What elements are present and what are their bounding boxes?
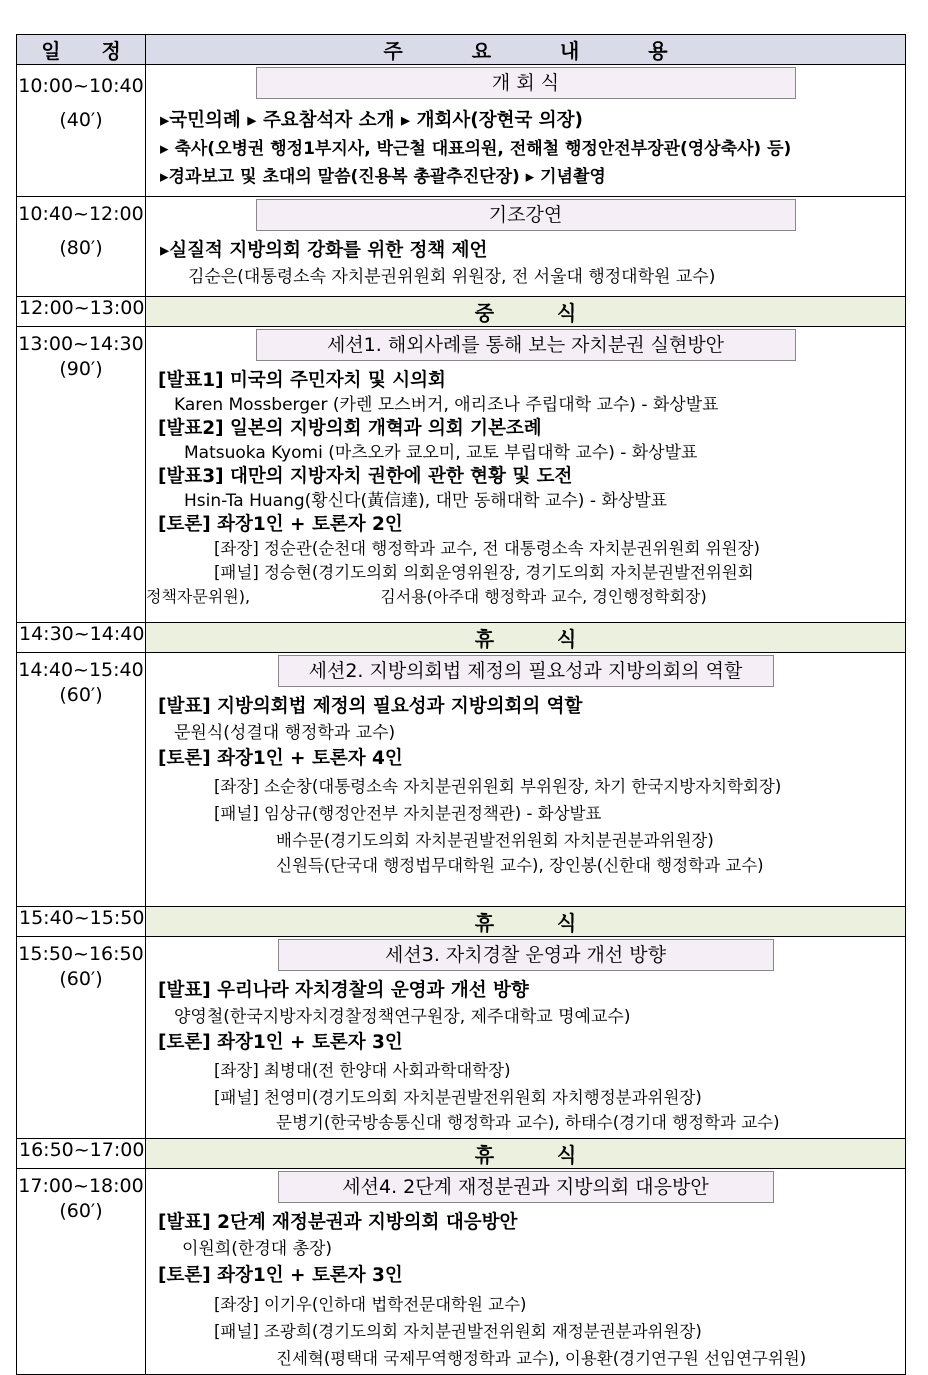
- content-line: [발표] 우리나라 자치경찰의 운영과 개선 방향: [158, 980, 529, 1001]
- time-range: 14:40~15:40: [18, 659, 144, 681]
- content-line: Matsuoka Kyomi (마츠오카 쿄오미, 교토 부립대학 교수) - 화상발표: [184, 443, 698, 463]
- content-line: [토론] 좌장1인 + 토론자 2인: [158, 514, 403, 535]
- content-line: Hsin-Ta Huang(황신다(黃信達), 대만 동해대학 교수) - 화상발표: [184, 491, 668, 511]
- schedule-row-lunch: [17, 297, 906, 327]
- content-line: [패널] 정승현(경기도의회 의회운영위원장, 경기도의회 자치분권발전위원회: [214, 563, 754, 582]
- content-line: Karen Mossberger (카렌 모스버거, 애리조나 주립대학 교수) - 화상발표: [174, 395, 719, 415]
- time-cell: 12:00~13:00: [17, 297, 146, 327]
- time-cell: 16:50~17:00: [17, 1139, 146, 1169]
- content-line: [패널] 조광희(경기도의회 자치분권발전위원회 재정분권분과위원장): [214, 1322, 702, 1341]
- schedule-row-break1: [17, 623, 906, 653]
- schedule-row-session4: [17, 1169, 906, 1375]
- time-range: 13:00~14:30: [18, 333, 144, 355]
- time-cell: 15:40~15:50: [17, 907, 146, 937]
- content-cell: [146, 653, 906, 907]
- time-range: 10:40~12:00: [18, 203, 144, 225]
- content-line: ▸실질적 지방의회 강화를 위한 정책 제언: [160, 240, 488, 261]
- section-title: 기조강연: [256, 199, 796, 231]
- section-title: 세션3. 자치경찰 운영과 개선 방향: [278, 939, 774, 971]
- content-cell: [146, 1169, 906, 1375]
- time-cell: [17, 1169, 146, 1375]
- break-label: 휴 식: [146, 907, 906, 937]
- break-label: 중 식: [146, 297, 906, 327]
- duration: (80′): [59, 237, 103, 259]
- header-row: [17, 35, 906, 65]
- content-line: 김순은(대통령소속 자치분권위원회 위원장, 전 서울대 행정대학원 교수): [188, 267, 716, 287]
- content-line: 문원식(성결대 행정학과 교수): [174, 723, 396, 743]
- time-range: 15:50~16:50: [18, 943, 144, 965]
- content-cell: [146, 327, 906, 623]
- time-cell: [17, 197, 146, 297]
- content-line: 김서용(아주대 행정학과 교수, 경인행정학회장): [380, 587, 707, 606]
- content-line: [발표1] 미국의 주민자치 및 시의회: [158, 370, 446, 391]
- section-title: 세션2. 지방의회법 제정의 필요성과 지방의회의 역할: [278, 655, 774, 687]
- schedule-row-session1: [17, 327, 906, 623]
- break-label: 휴 식: [146, 1139, 906, 1169]
- content-line: ▸ 축사(오병권 행정1부지사, 박근철 대표의원, 전해철 행정안전부장관(영상축사) 등): [160, 139, 792, 159]
- content-line: 진세혁(평택대 국제무역행정학과 교수), 이용환(경기연구원 선임연구위원): [276, 1349, 807, 1368]
- content-line: [좌장] 정순관(순천대 행정학과 교수, 전 대통령소속 자치분권위원회 위원장): [214, 539, 760, 558]
- content-line: [토론] 좌장1인 + 토론자 3인: [158, 1265, 403, 1286]
- content-line: [좌장] 최병대(전 한양대 사회과학대학장): [214, 1061, 511, 1080]
- schedule-row-break2: [17, 907, 906, 937]
- content-line: [발표2] 일본의 지방의회 개혁과 의회 기본조례: [158, 418, 542, 439]
- schedule-row-session3: [17, 937, 906, 1139]
- schedule-table: [16, 34, 906, 1375]
- content-line: 양영철(한국지방자치경찰정책연구원장, 제주대학교 명예교수): [174, 1007, 631, 1027]
- content-cell: [146, 937, 906, 1139]
- content-line: 배수문(경기도의회 자치분권발전위원회 자치분권분과위원장): [276, 831, 714, 850]
- duration: (90′): [59, 358, 103, 380]
- duration: (40′): [59, 109, 103, 131]
- break-label: 휴 식: [146, 623, 906, 653]
- content-line: ▸경과보고 및 초대의 말씀(진용복 총괄추진단장) ▸ 기념촬영: [160, 167, 606, 187]
- time-cell: [17, 327, 146, 623]
- section-title: 개 회 식: [256, 67, 796, 99]
- duration: (60′): [59, 968, 103, 990]
- content-line: [좌장] 소순창(대통령소속 자치분권위원회 부위원장, 차기 한국지방자치학회장): [214, 777, 782, 796]
- content-line: [패널] 천영미(경기도의회 자치분권발전위원회 자치행정분과위원장): [214, 1088, 702, 1107]
- content-line: [토론] 좌장1인 + 토론자 3인: [158, 1032, 403, 1053]
- duration: (60′): [59, 1200, 103, 1222]
- content-line: 신원득(단국대 행정법무대학원 교수), 장인봉(신한대 행정학과 교수): [276, 856, 764, 875]
- content-line: [발표3] 대만의 지방자치 권한에 관한 현황 및 도전: [158, 466, 573, 487]
- duration: (60′): [59, 684, 103, 706]
- schedule-row-opening: [17, 65, 906, 197]
- content-line: [발표] 지방의회법 제정의 필요성과 지방의회의 역할: [158, 696, 583, 717]
- schedule-row-session2: [17, 653, 906, 907]
- schedule-row-keynote: [17, 197, 906, 297]
- time-range: 10:00~10:40: [18, 75, 144, 97]
- content-line: ▸국민의례 ▸ 주요참석자 소개 ▸ 개회사(장현국 의장): [160, 110, 583, 131]
- content-cell: [146, 197, 906, 297]
- time-cell: 14:30~14:40: [17, 623, 146, 653]
- time-cell: [17, 65, 146, 197]
- section-title: 세션4. 2단계 재정분권과 지방의회 대응방안: [278, 1171, 774, 1203]
- content-cell: [146, 65, 906, 197]
- schedule-row-break3: [17, 1139, 906, 1169]
- time-cell: [17, 937, 146, 1139]
- header-content: 주 요 내 용: [146, 35, 906, 65]
- section-title: 세션1. 해외사례를 통해 보는 자치분권 실현방안: [256, 329, 796, 361]
- content-line: [토론] 좌장1인 + 토론자 4인: [158, 748, 403, 769]
- content-line: [좌장] 이기우(인하대 법학전문대학원 교수): [214, 1295, 527, 1314]
- content-line: 문병기(한국방송통신대 행정학과 교수), 하태수(경기대 행정학과 교수): [276, 1113, 780, 1132]
- header-time: 일 정: [17, 35, 146, 65]
- content-line: 정책자문위원),: [146, 587, 251, 606]
- content-line: 이원희(한경대 총장): [182, 1239, 333, 1259]
- content-line: [패널] 임상규(행정안전부 자치분권정책관) - 화상발표: [214, 804, 602, 823]
- content-line: [발표] 2단계 재정분권과 지방의회 대응방안: [158, 1212, 518, 1233]
- time-range: 17:00~18:00: [18, 1175, 144, 1197]
- time-cell: [17, 653, 146, 907]
